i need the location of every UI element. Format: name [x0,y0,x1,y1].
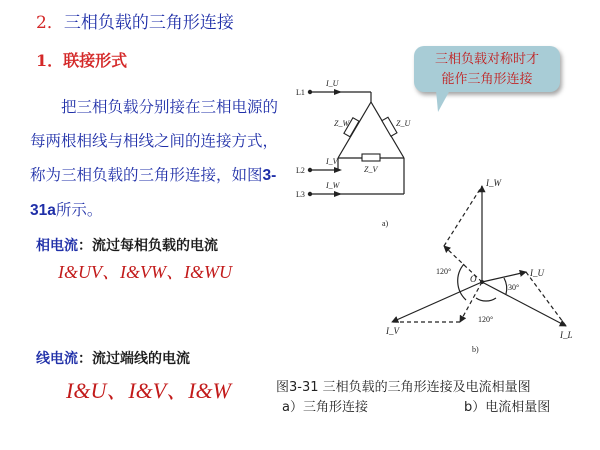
paragraph-end: 所示。 [55,201,103,219]
line-current-iu: I_U [326,79,339,88]
impedance-zu: Z_U [396,119,411,128]
phasor-label-iu: I_U [530,268,544,278]
impedance-zv: Z_V [364,165,378,174]
section-heading [36,8,234,33]
angle-120-left: 120° [436,267,452,276]
paragraph-text: 把三相负载分别接在三相电源的每两根相线与相线之间的连接方式，称为三相负载的三角形连接，如图 [30,98,279,184]
callout-line-2: 能作三角形连接 [441,72,533,87]
figure-caption: 图3-31 三相负载的三角形连接及电流相量图 [276,380,531,395]
symmetric-load-callout [414,46,560,92]
description-paragraph [30,90,285,228]
phasor-origin: O [470,274,477,284]
section-title: 三相负载的三角形连接 [63,13,234,33]
subsection-heading: 1．联接形式 [36,51,128,70]
circuit-label: a) [382,219,389,228]
phase-current-desc: ：流过每相负载的电流 [78,238,218,254]
line-current-label: 线电流 [36,351,78,367]
caption-sub-b: b）电流相量图 [464,400,551,415]
line-label-l3: L3 [296,190,305,199]
line-current-desc: ：流过端线的电流 [78,351,190,367]
callout-line-1: 三相负载对称时才 [434,52,539,67]
angle-120-bottom: 120° [478,315,494,324]
callout-pointer [434,90,454,114]
angle-30: 30° [508,283,520,292]
line-current-definition [36,348,190,368]
phase-current-label: 相电流 [36,238,78,254]
phase-current-symbols: I&UV、I&VW、I&WU [58,262,232,282]
impedance-zw: Z_W [334,119,350,128]
phasor-label-il: I_L [560,330,573,340]
line-current-iv: I_V [326,157,338,166]
line-current-iw: I_W [326,181,340,190]
phasor-label-iv: I_V [386,326,399,336]
phase-current-definition [36,236,276,256]
figure-reference: 3-31a [30,167,277,219]
caption-sub-a: a）三角形连接 [282,400,368,415]
line-current-symbols: I&U、I&V、I&W [66,378,231,403]
phasor-diagram [380,172,580,358]
section-number: 2． [36,13,64,33]
line-label-l1: L1 [296,88,305,97]
phasor-diagram-label: b) [472,345,479,354]
line-label-l2: L2 [296,166,305,175]
phasor-label-iw: I_W [486,178,501,188]
